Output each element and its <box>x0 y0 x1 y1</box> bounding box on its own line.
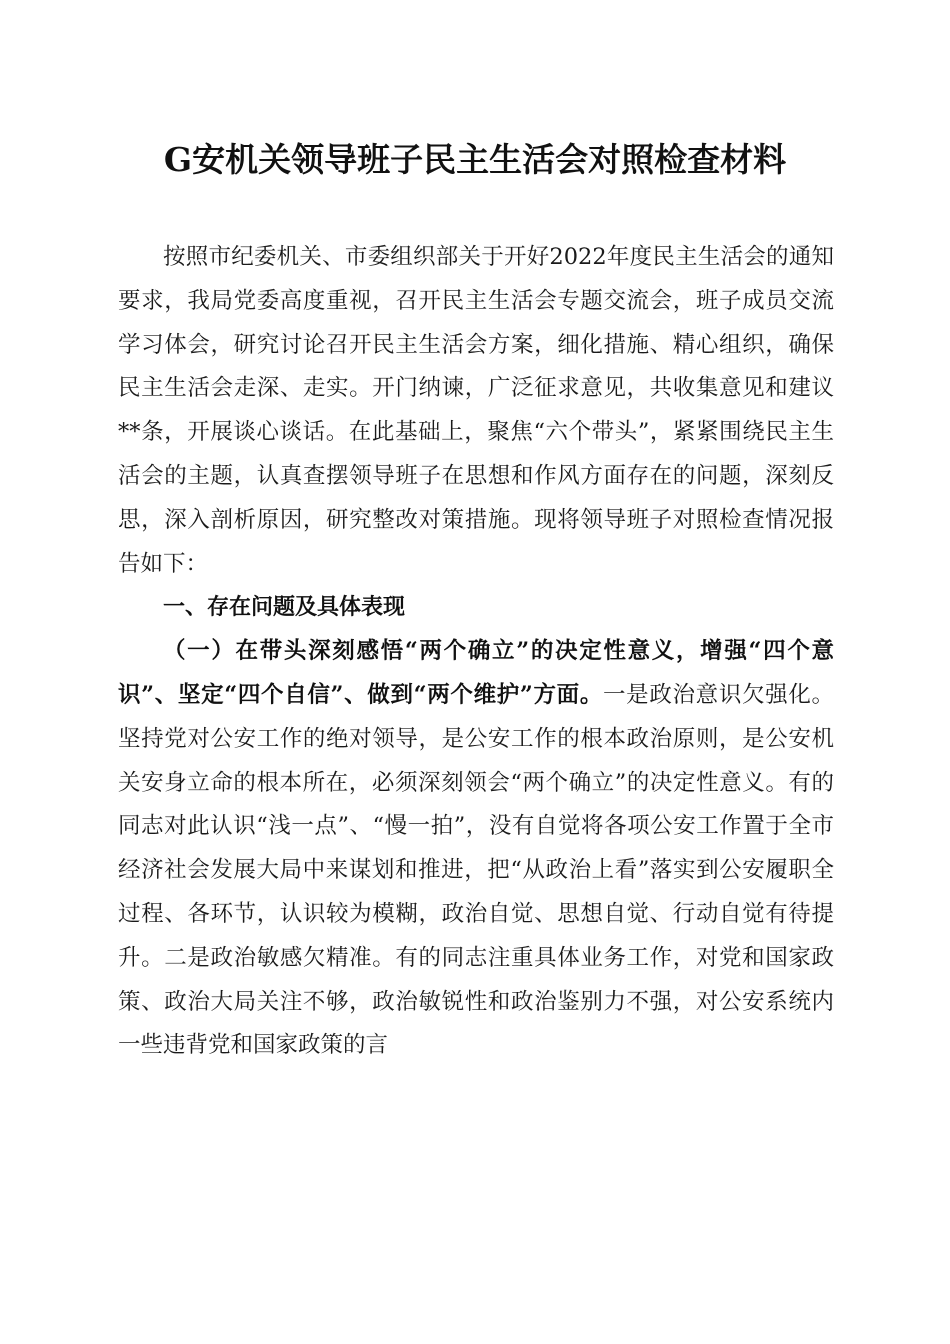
document-body <box>118 236 834 1068</box>
subsection-body-1: 一是政治意识欠强化。坚持党对公安工作的绝对领导，是公安工作的根本政治原则，是公安机关安身立命的根本所在，必须深刻领会“两个确立”的决定性意义。有的同志对此认识“浅一点”、“慢一拍”，没有自觉将各项公安工作置于全市经济社会发展大局中来谋划和推进，把“从政治上看”落实到公安履职全过程、各环节，认识较为模糊，政治自觉、思想自觉、行动自觉有待提升。二是政治敏感欠精准。有的同志注重具体业务工作，对党和国家政策、政治大局关注不够，政治敏锐性和政治鉴别力不强，对公安系统内一些违背党和国家政策的言 <box>118 681 834 1059</box>
intro-paragraph: 按照市纪委机关、市委组织部关于开好2022年度民主生活会的通知要求，我局党委高度重视，召开民主生活会专题交流会，班子成员交流学习体会，研究讨论召开民主生活会方案，细化措施、精心组织，确保民主生活会走深、走实。开门纳谏，广泛征求意见，共收集意见和建议**条，开展谈心谈话。在此基础上，聚焦“六个带头”，紧紧围绕民主生活会的主题，认真查摆领导班子在思想和作风方面存在的问题，深刻反思，深入剖析原因，研究整改对策措施。现将领导班子对照检查情况报告如下： <box>118 244 834 577</box>
section-heading-1: 一、存在问题及具体表现 <box>163 595 406 621</box>
document-title: G安机关领导班子民主生活会对照检查材料 <box>163 140 787 179</box>
subsection-paragraph-1 <box>118 630 834 1068</box>
subsection-heading-1: （一）在带头深刻感悟“两个确立”的决定性意义，增强“四个意识”、坚定“四个自信”、做到“两个维护”方面。 <box>118 638 834 708</box>
